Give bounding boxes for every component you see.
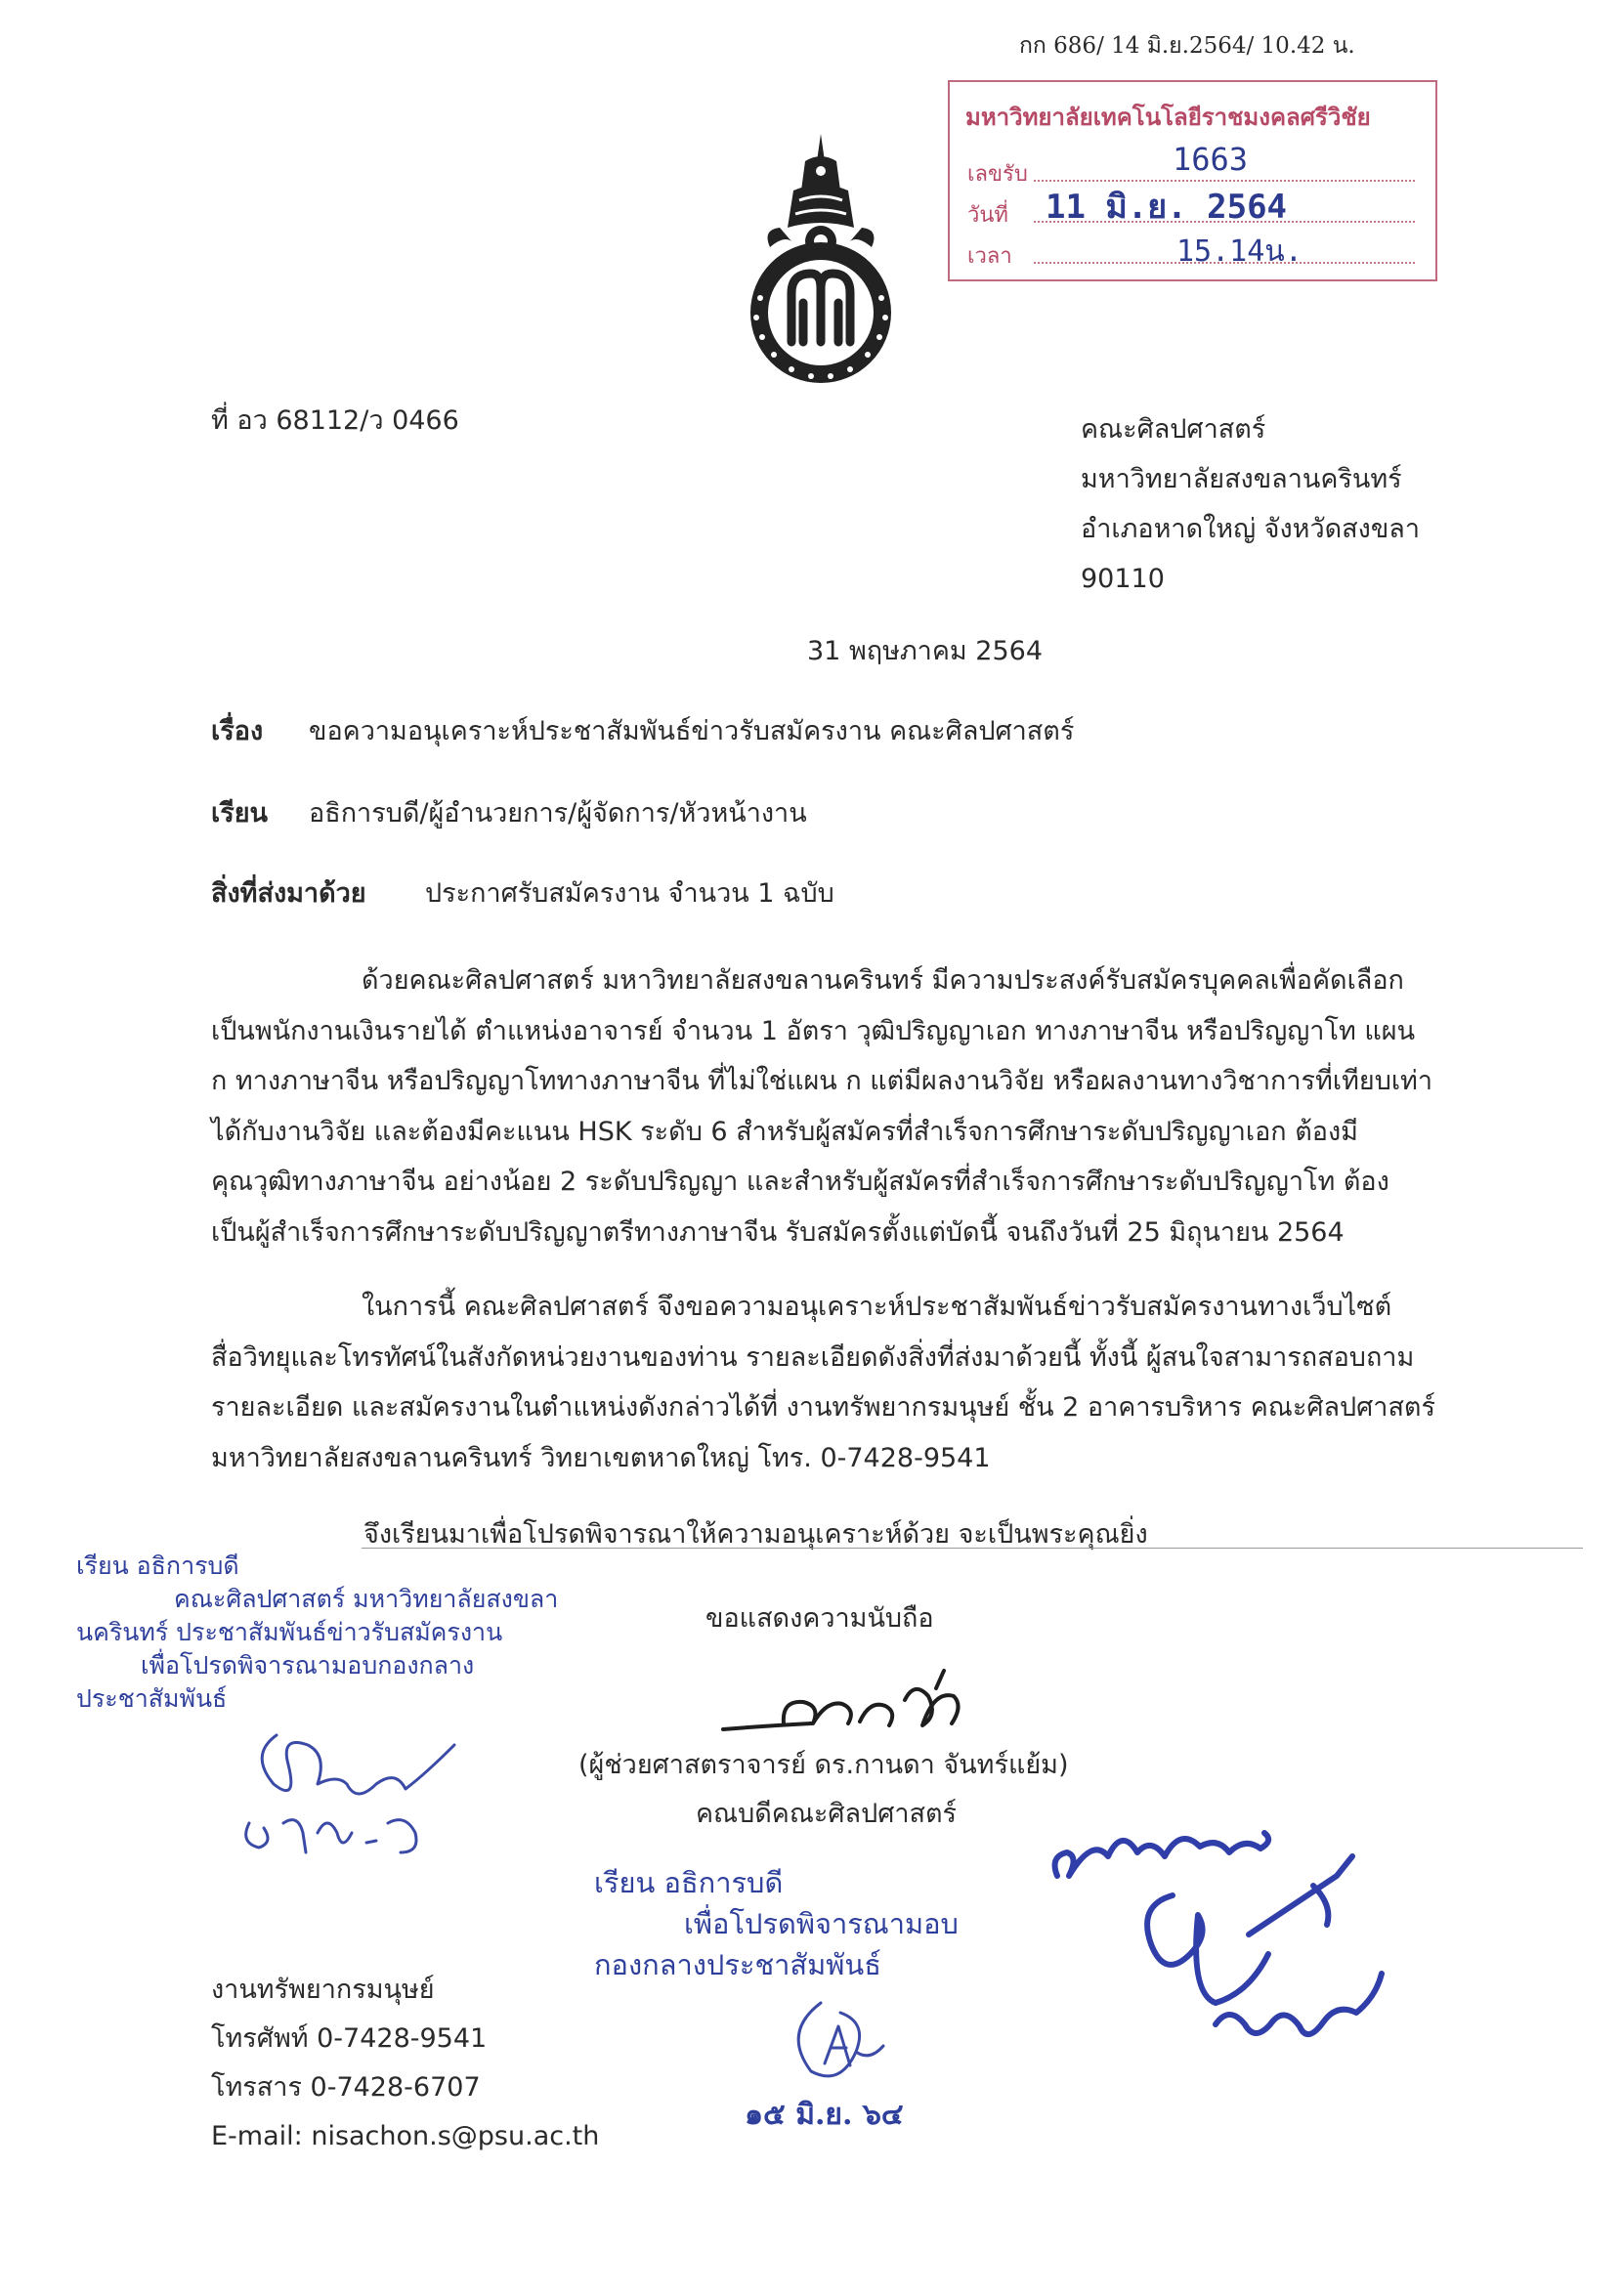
contact-email: E-mail: nisachon.s@psu.ac.th	[211, 2121, 600, 2151]
left-note-line: นครินทร์ ประชาสัมพันธ์ข่าวรับสมัครงาน	[76, 1618, 503, 1646]
sender-address-line: อำเภอหาดใหญ่ จังหวัดสงขลา	[1081, 514, 1421, 544]
handwritten-signature-left-icon	[220, 1716, 503, 1882]
left-note-line: คณะศิลปศาสตร์ มหาวิทยาลัยสงขลา	[174, 1585, 559, 1613]
center-note-line: เรียน อธิการบดี	[594, 1866, 784, 1899]
paragraph-line: เป็นผู้สำเร็จการศึกษาระดับปริญญาตรีทางภาษาจีน รับสมัครตั้งแต่บัดนี้ จนถึงวันที่ 25 มิถุนายน 2564	[211, 1216, 1345, 1248]
paragraph-line: ด้วยคณะศิลปศาสตร์ มหาวิทยาลัยสงขลานครินทร์ มีความประสงค์รับสมัครบุคคลเพื่อคัดเลือก	[362, 965, 1404, 996]
enclosure-text: ประกาศรับสมัครงาน จำนวน 1 ฉบับ	[425, 878, 834, 909]
handwritten-signature-right-icon	[1044, 1798, 1415, 2071]
recipient-label: เรียน	[211, 798, 269, 829]
stamp-value-date: 11 มิ.ย. 2564	[1046, 188, 1288, 227]
stamp-label-number: เลขรับ	[967, 162, 1028, 187]
stamp-value-time: 15.14น.	[1176, 234, 1303, 269]
left-note-line: ประชาสัมพันธ์	[76, 1684, 228, 1713]
stamp-label-time: เวลา	[967, 244, 1012, 269]
handwritten-signature-center-icon	[782, 1993, 889, 2091]
subject-text: ขอความอนุเคราะห์ประชาสัมพันธ์ข่าวรับสมัครงาน คณะศิลปศาสตร์	[309, 716, 1075, 746]
closing-line: จึงเรียนมาเพื่อโปรดพิจารณาให้ความอนุเคราะห์ด้วย จะเป็นพระคุณยิ่ง	[363, 1519, 1148, 1550]
paragraph-line: มหาวิทยาลัยสงขลานครินทร์ วิทยาเขตหาดใหญ่ โทร. 0-7428-9541	[211, 1442, 991, 1473]
body-paragraph-1	[211, 956, 1432, 1257]
contact-phone: โทรศัพท์ 0-7428-9541	[211, 2023, 488, 2054]
reference-number: ที่ อว 68112/ว 0466	[211, 405, 459, 436]
sender-address	[1081, 404, 1420, 604]
stamp-label-date: วันที่	[967, 203, 1008, 228]
paragraph-line: เป็นพนักงานเงินรายได้ ตำแหน่งอาจารย์ จำนวน 1 อัตรา วุฒิปริญญาเอก ทางภาษาจีน หรือปริญญาโท แผน	[211, 1015, 1416, 1046]
letter-date: 31 พฤษภาคม 2564	[807, 636, 1043, 666]
sender-address-line: มหาวิทยาลัยสงขลานครินทร์	[1081, 464, 1402, 494]
closing-underline	[362, 1548, 1583, 1549]
handwritten-signature-dean-icon	[713, 1661, 977, 1749]
left-note-line: เรียน อธิการบดี	[76, 1552, 239, 1580]
center-note-line: เพื่อโปรดพิจารณามอบ	[684, 1907, 959, 1940]
center-note-line: กองกลางประชาสัมพันธ์	[594, 1948, 881, 1981]
contact-fax: โทรสาร 0-7428-6707	[211, 2072, 481, 2103]
subject-label: เรื่อง	[211, 716, 264, 746]
paragraph-line: ในการนี้ คณะศิลปศาสตร์ จึงขอความอนุเคราะห์ประชาสัมพันธ์ข่าวรับสมัครงานทางเว็บไซต์	[362, 1292, 1392, 1322]
body-paragraph-2	[211, 1282, 1435, 1483]
recipient-text: อธิการบดี/ผู้อำนวยการ/ผู้จัดการ/หัวหน้างาน	[309, 798, 807, 829]
university-seal-icon	[723, 132, 918, 386]
stamp-title: มหาวิทยาลัยเทคโนโลยีราชมงคลศรีวิชัย	[965, 104, 1371, 131]
paragraph-line: ได้กับงานวิจัย และต้องมีคะแนน HSK ระดับ 6 สำหรับผู้สมัครที่สำเร็จการศึกษาระดับปริญญาเอก ต้องมี	[211, 1116, 1358, 1147]
header-receipt-note: กก 686/ 14 มิ.ย.2564/ 10.42 น.	[1019, 33, 1355, 59]
signer-name: (ผู้ช่วยศาสตราจารย์ ดร.กานดา จันทร์แย้ม)	[578, 1750, 1069, 1780]
receiving-stamp	[948, 80, 1437, 281]
left-note-line: เพื่อโปรดพิจารณามอบกองกลาง	[141, 1651, 475, 1679]
contact-block	[211, 1966, 599, 2161]
enclosure-label: สิ่งที่ส่งมาด้วย	[211, 878, 366, 909]
paragraph-line: สื่อวิทยุและโทรทัศน์ในสังกัดหน่วยงานของท่าน รายละเอียดดังสิ่งที่ส่งมาด้วยนี้ ทั้งนี้ ผู้สนใจสามารถสอบถาม	[211, 1341, 1415, 1373]
paragraph-line: คุณวุฒิทางภาษาจีน อย่างน้อย 2 ระดับปริญญา และสำหรับผู้สมัครที่สำเร็จการศึกษาระดับปริญญาโท ต้อง	[211, 1167, 1389, 1197]
contact-department: งานทรัพยากรมนุษย์	[211, 1975, 435, 2005]
left-approval-note	[76, 1550, 558, 1716]
sender-address-line: คณะศิลปศาสตร์	[1081, 414, 1266, 445]
paragraph-line: ก ทางภาษาจีน หรือปริญญาโททางภาษาจีน ที่ไม่ใช่แผน ก แต่มีผลงานวิจัย หรือผลงานทางวิชาการที่เทียบเท่า	[211, 1066, 1433, 1096]
signer-title: คณบดีคณะศิลปศาสตร์	[696, 1799, 958, 1829]
paragraph-line: รายละเอียด และสมัครงานในตำแหน่งดังกล่าวได้ที่ งานทรัพยากรมนุษย์ ชั้น 2 อาคารบริหาร คณะศิลปศาสตร์	[211, 1392, 1435, 1423]
sender-address-line: 90110	[1081, 564, 1165, 594]
regards-text: ขอแสดงความนับถือ	[705, 1603, 934, 1634]
stamp-value-number: 1663	[1173, 141, 1249, 178]
center-note-date: ๑๕ มิ.ย. ๖๔	[745, 2098, 904, 2132]
center-approval-note	[594, 1862, 959, 1985]
